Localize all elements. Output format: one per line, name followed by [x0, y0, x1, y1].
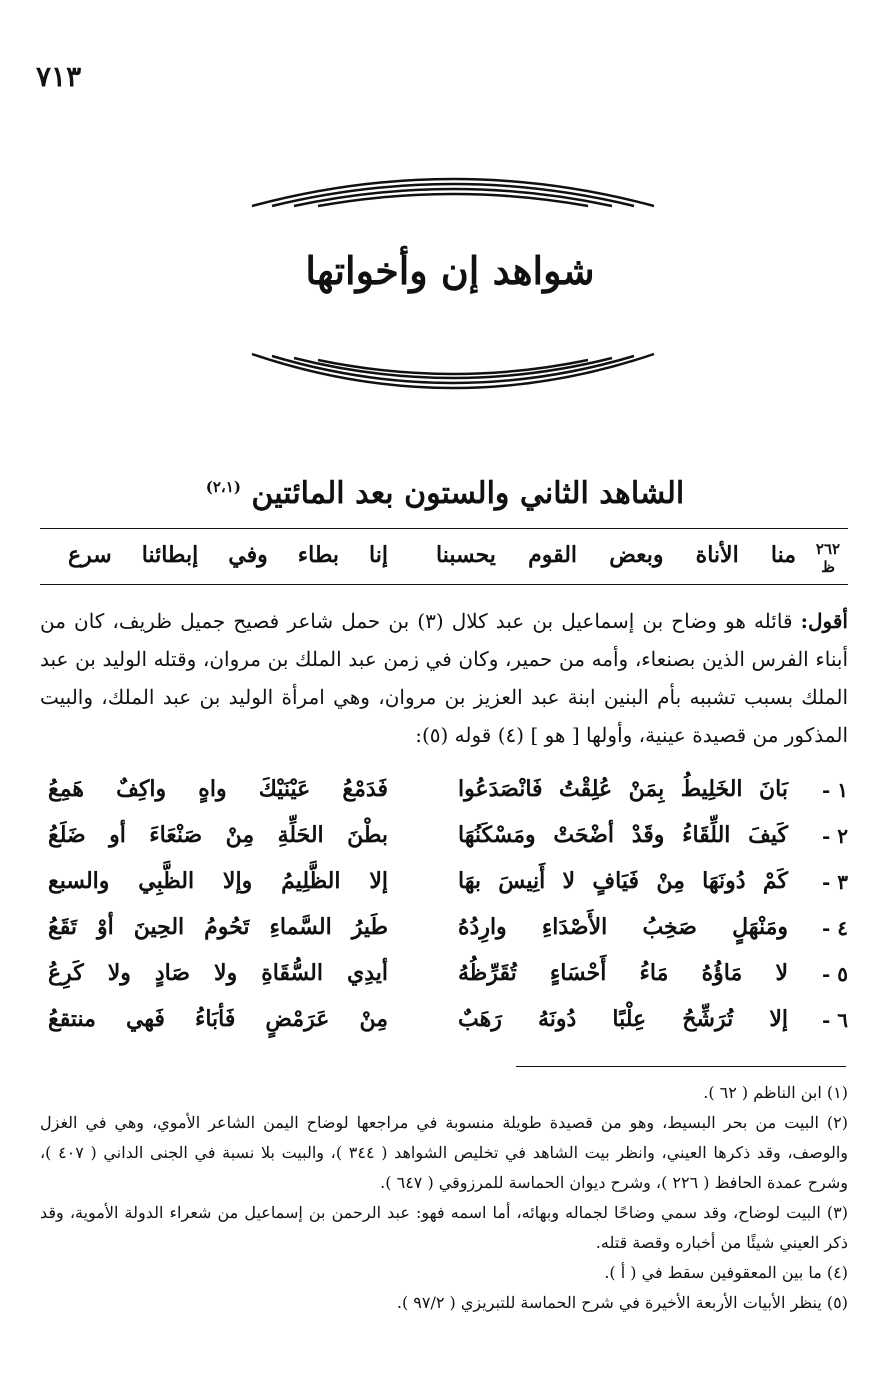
witness-title — [150, 476, 740, 511]
footnote: (٤) ما بين المعقوفين سقط في ( أ ). — [604, 1263, 848, 1282]
poem-line — [40, 864, 848, 910]
divider-top — [40, 528, 848, 529]
poem-line — [40, 818, 848, 864]
footnote: (٣) البيت لوضاح، وقد سمي وضاحًا لجماله وبهائه، أما اسمه فهو: عبد الرحمن بن إسماعيل من شعراء الدولة الأموية، وقد ذكر العيني شيئًا من أخباره وقصة قتله. — [40, 1203, 848, 1252]
poem-line — [40, 772, 848, 818]
page-number: ٧١٣ — [36, 60, 82, 93]
poem-line — [40, 1002, 848, 1048]
poem-second-hemistich: إلا الظَّلِيمُ وإلا الظَّبِي والسبع — [48, 868, 388, 894]
chapter-title: شواهد إن وأخواتها — [305, 248, 595, 293]
top-ornament — [250, 160, 656, 208]
verse-number — [808, 540, 848, 576]
poem-line-number: ٤ - — [821, 916, 848, 940]
poem-first-hemistich: بَانَ الخَلِيطُ بِمَنْ عُلِقْتُ فَانْصَدَعُوا — [458, 776, 788, 802]
poem — [40, 772, 848, 1048]
poem-first-hemistich: ومَنْهَلٍ صَخِبُ الأَصْدَاءِ وارِدُهُ — [458, 914, 788, 940]
poem-second-hemistich: أيدِي السُّقَاةِ ولا صَادٍ ولا كَرِعُ — [48, 960, 388, 986]
poem-first-hemistich: كَمْ دُونَهَا مِنْ فَيَافٍ لا أَنِيسَ بهَا — [458, 868, 788, 894]
poem-line-number: ٢ - — [821, 824, 848, 848]
commentary-lead: أقول: — [800, 609, 848, 633]
poem-line — [40, 956, 848, 1002]
poem-first-hemistich: إلا تُرَشِّحُ عِلْبًا دُونَهُ رَهَبٌ — [458, 1006, 788, 1032]
poem-line-number: ٦ - — [821, 1008, 848, 1032]
poem-line-number: ٣ - — [821, 870, 848, 894]
main-verse-first-hemistich: منا الأناة وبعض القوم يحسبنا — [436, 542, 796, 568]
footnote: (٢) البيت من بحر البسيط، وهو من قصيدة طويلة منسوبة في مراجعها لوضاح اليمن الشاعر الأموي، وهي في الغزل والوصف، وقد ذكرها العيني، وانظر بيت الشاهد في تخليص الشواهد ( ٣٤٤ )، والبيت بلا نسبة في الجنى الداني ( ٤٠٧ )، وشرح عمدة الحافظ ( ٢٢٦ )، وشرح ديوان الحماسة للمرزوقي ( ٦٤٧ ). — [40, 1113, 849, 1192]
poem-second-hemistich: مِنْ عَرَمْضٍ فَأبَاءُ فَهي منتقعُ — [48, 1006, 388, 1032]
commentary-paragraph — [40, 602, 848, 754]
commentary-text: قائله هو وضاح بن إسماعيل بن عبد كلال (٣) بن حمل شاعر فصيح جميل ظريف، كان من أبناء الفرس الذين بصنعاء، وأمه من حمير، وكان في زمن عبد الملك بن مروان، وقتله الوليد بن عبد الملك بسبب تشببه بأم البنين ابنة عبد العزيز بن مروان، وهي امرأة الوليد بن عبد الملك، والبيت المذكور من قصيدة عينية، وأولها [ هو ] (٤) قوله (٥): — [40, 609, 848, 747]
divider-bottom — [40, 584, 848, 585]
poem-first-hemistich: كَيفَ اللِّقَاءُ وقَدْ أضْحَتْ ومَسْكَنُهَا — [458, 822, 788, 848]
verse-number-value: ٢٦٢ — [815, 540, 841, 558]
poem-second-hemistich: فَدَمْعُ عَيْنَيْكَ واهٍ واكِفٌ هَمِعُ — [48, 776, 388, 802]
main-verse — [40, 540, 848, 580]
poem-second-hemistich: بطْنَ الحَلِّةِ مِنْ صَنْعَاءَ أو ضَلَعُ — [48, 822, 388, 848]
witness-title-text: الشاهد الثاني والستون بعد المائتين — [251, 476, 685, 511]
poem-line-number: ٥ - — [821, 962, 848, 986]
main-verse-second-hemistich: إنا بطاء وفي إبطائنا سرع — [68, 542, 388, 568]
footnote: (١) ابن الناظم ( ٦٢ ). — [703, 1083, 848, 1102]
footnote-divider — [516, 1066, 846, 1067]
bottom-ornament — [250, 352, 656, 418]
footnote: (٥) ينظر الأبيات الأربعة الأخيرة في شرح الحماسة للتبريزي ( ٩٧/٢ ). — [396, 1293, 848, 1312]
poem-line — [40, 910, 848, 956]
verse-number-sub: ظ — [821, 558, 835, 576]
footnotes — [40, 1078, 848, 1318]
witness-footnote-ref: (٢،١) — [205, 478, 241, 496]
poem-line-number: ١ - — [821, 778, 848, 802]
poem-first-hemistich: لا مَاؤُهُ مَاءُ أَحْسَاءٍ تُقَرِّظُهُ — [458, 960, 788, 986]
poem-second-hemistich: طَيرُ السَّماءِ تَحُومُ الحِينَ أوْ تَقَعُ — [48, 914, 388, 940]
